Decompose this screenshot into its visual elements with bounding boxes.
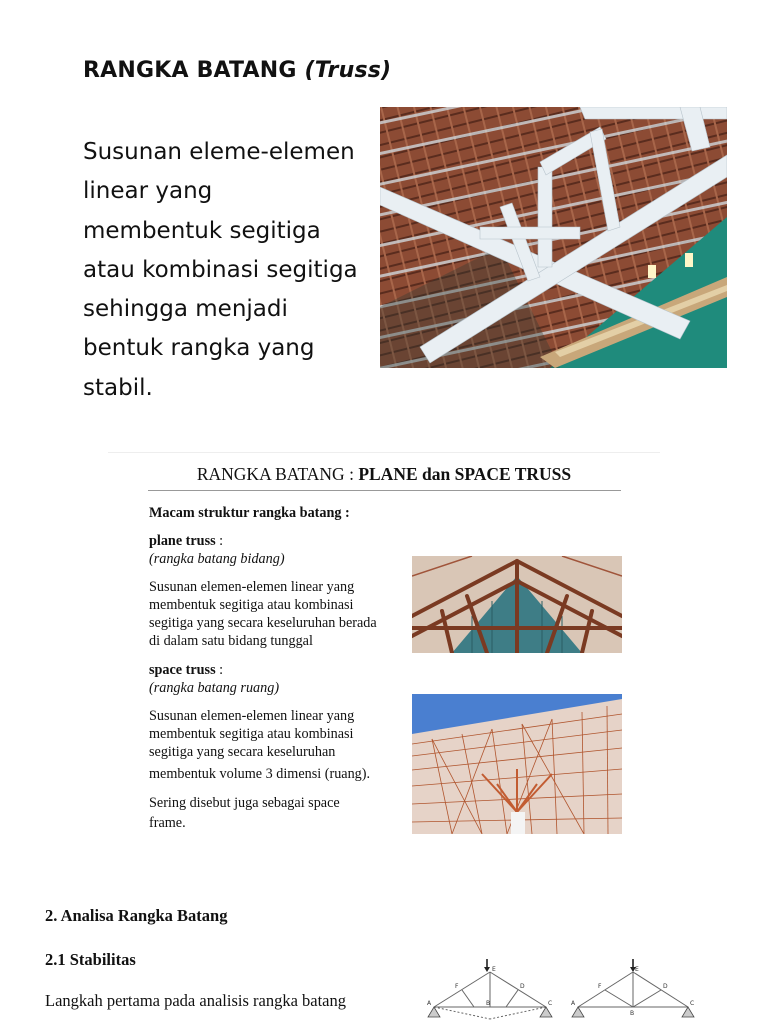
- plane-truss-colon: :: [215, 533, 224, 549]
- diagram-label: D: [520, 983, 525, 990]
- page-title: [83, 58, 391, 83]
- slide-divider: [148, 490, 621, 491]
- plane-desc-line: Susunan elemen-elemen linear yang: [149, 579, 355, 595]
- section-heading: 2. Analisa Rangka Batang: [45, 906, 228, 925]
- diagram-label: C: [690, 1000, 695, 1007]
- intro-line: Susunan eleme-elemen: [83, 139, 355, 165]
- truss-diagram-1: [424, 955, 556, 1024]
- space-desc-line: membentuk segitiga atau kombinasi: [149, 726, 354, 742]
- intro-line: atau kombinasi segitiga: [83, 256, 358, 283]
- plane-desc-line: membentuk segitiga atau kombinasi: [149, 597, 354, 613]
- intro-line: membentuk segitiga: [83, 217, 321, 244]
- space-truss-subtitle: (rangka batang ruang): [149, 680, 280, 696]
- diagram-label: C: [548, 1000, 553, 1007]
- title-main: RANGKA BATANG: [83, 58, 297, 83]
- space-desc-line: membentuk volume 3 dimensi (ruang).: [149, 766, 371, 782]
- plane-truss-subtitle: (rangka batang bidang): [149, 551, 285, 567]
- diagram-label: A: [571, 1000, 576, 1007]
- body-paragraph: Langkah pertama pada analisis rangka batang: [45, 991, 346, 1010]
- space-truss-photo: [412, 694, 622, 834]
- diagram-label: B: [630, 1010, 635, 1017]
- slide-title-bold: PLANE dan SPACE TRUSS: [358, 464, 572, 484]
- truss-roof-photo: [380, 107, 727, 368]
- diagram-label: E: [492, 966, 496, 973]
- diagram-label: E: [635, 966, 639, 973]
- diagram-label: B: [486, 1000, 491, 1007]
- truss-diagram-2: [568, 955, 698, 1024]
- diagram-label: A: [427, 1000, 432, 1007]
- plane-truss-term: plane truss: [149, 533, 216, 549]
- title-italic: (Truss): [304, 58, 392, 83]
- plane-truss-photo: [412, 556, 622, 653]
- slide-title-plain: RANGKA BATANG :: [196, 464, 359, 484]
- intro-line: linear yang: [83, 178, 213, 205]
- space-note-line: frame.: [149, 815, 186, 831]
- embedded-slide: [108, 452, 660, 845]
- space-note-line: Sering disebut juga sebagai space: [149, 795, 340, 811]
- space-desc-line: segitiga yang secara keseluruhan: [149, 744, 336, 760]
- diagram-label: D: [663, 983, 668, 990]
- space-truss-colon: :: [215, 662, 224, 678]
- intro-paragraph: [83, 133, 383, 408]
- plane-desc-line: segitiga yang secara keseluruhan berada: [149, 615, 377, 631]
- slide-title: [108, 464, 660, 485]
- intro-line: sehingga menjadi: [83, 296, 288, 323]
- diagram-label: F: [598, 983, 602, 990]
- space-truss-label: [149, 662, 223, 679]
- diagram-label: F: [455, 983, 459, 990]
- intro-line: bentuk rangka yang: [83, 335, 315, 362]
- space-desc-line: Susunan elemen-elemen linear yang: [149, 708, 355, 724]
- subsection-heading: 2.1 Stabilitas: [45, 950, 136, 969]
- intro-line: stabil.: [83, 374, 153, 401]
- space-truss-term: space truss: [149, 662, 216, 678]
- slide-heading: Macam struktur rangka batang :: [149, 505, 350, 521]
- plane-desc-line: di dalam satu bidang tunggal: [149, 633, 313, 649]
- plane-truss-label: [149, 533, 223, 550]
